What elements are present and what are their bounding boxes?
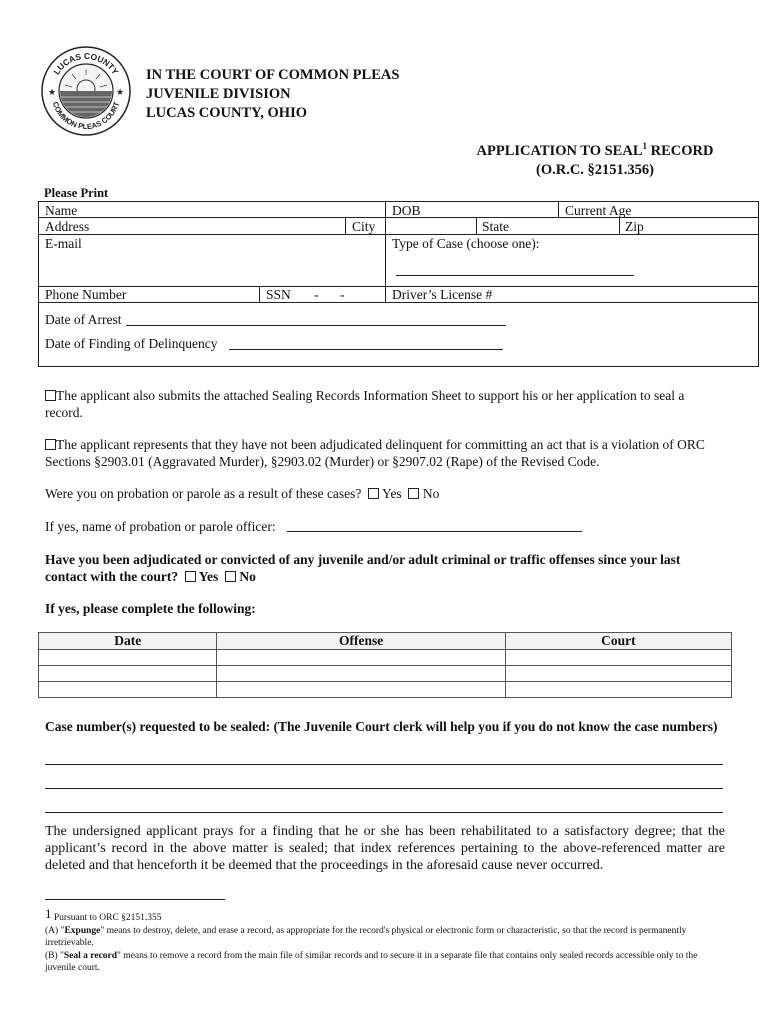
adjudicated-no-label: No: [239, 569, 256, 584]
date-of-finding-label: Date of Finding of Delinquency: [45, 336, 218, 351]
ssn-separator-1: -: [314, 287, 319, 302]
probation-no-label: No: [422, 486, 440, 501]
footnote-expunge: [45, 925, 725, 949]
current-age-label: Current Age: [565, 203, 632, 218]
probation-question-row: [45, 485, 715, 502]
footnote-mark: 1: [45, 906, 52, 921]
phone-label: Phone Number: [45, 287, 127, 302]
offense-table-header-court: Court: [505, 633, 731, 650]
city-label: City: [352, 219, 376, 234]
seal-top-text: LUCAS COUNTY: [51, 50, 121, 77]
footnote-b-prefix: (B) ": [45, 951, 64, 961]
header-line2: JUVENILE DIVISION: [146, 86, 291, 102]
adjudicated-yes-label: Yes: [198, 569, 219, 584]
header-line3: LUCAS COUNTY, OHIO: [146, 105, 308, 121]
probation-officer-line[interactable]: [287, 531, 582, 532]
address-label: Address: [45, 219, 90, 234]
adjudicated-question-row: [45, 551, 715, 585]
probation-yes-label: Yes: [382, 486, 402, 501]
probation-no-checkbox[interactable]: [408, 488, 419, 499]
name-label: Name: [45, 203, 78, 218]
footnote-divider: [45, 899, 225, 900]
probation-yes-checkbox[interactable]: [368, 488, 379, 499]
statement-not-adjudicated: [45, 436, 715, 470]
prayer-paragraph: The undersigned applicant prays for a finding that he or she has been rehabilitated to a satisfactory degree; that the applicant’s record in the above matter is sealed; that index references pertaining to the above-referenced matter are deleted and that henceforth it be deemed that the proceedings in the aforesaid cause never occurred.: [45, 824, 725, 873]
date-of-finding-line[interactable]: [229, 349, 503, 350]
title-footnote-mark: 1: [642, 141, 648, 151]
footnote-a-text: " means to destroy, delete, and erase a record, as appropriate for the record's physical or electronic form or characteristic, so that the record is permanently irretrievable.: [45, 926, 687, 948]
table-row: [39, 666, 732, 682]
probation-officer-row: [45, 518, 715, 535]
case-number-line-3[interactable]: [45, 812, 723, 813]
statement-sealing-info: [45, 387, 715, 421]
offense-table: [38, 632, 732, 698]
table-row: [39, 650, 732, 666]
statement1-text: The applicant also submits the attached Sealing Records Information Sheet to support his or her application to seal a record.: [45, 388, 685, 420]
adjudicated-question: Have you been adjudicated or convicted of any juvenile and/or adult criminal or traffic offenses since your last contact with the court?: [45, 552, 681, 584]
footnote-b-term: Seal a record: [63, 951, 118, 961]
applicant-info-box: [38, 201, 759, 367]
title-line2: (O.R.C. §2151.356): [535, 161, 654, 178]
footnote-a-term: Expunge: [64, 926, 101, 936]
statement1-checkbox[interactable]: [45, 390, 56, 401]
drivers-license-label: Driver’s License #: [392, 287, 493, 302]
zip-label: Zip: [625, 219, 644, 234]
seal-bottom-text: COMMON PLEAS COURT: [50, 100, 122, 132]
probation-question: Were you on probation or parole as a result of these cases?: [45, 486, 362, 501]
title-line1-end: RECORD: [647, 142, 714, 159]
dob-label: DOB: [392, 203, 421, 218]
title-line1: APPLICATION TO SEAL: [476, 142, 643, 159]
type-of-case-line[interactable]: [396, 275, 634, 276]
probation-officer-label: If yes, name of probation or parole officer:: [45, 519, 276, 534]
court-header: [146, 66, 399, 123]
offense-table-header-offense: Offense: [217, 633, 505, 650]
adjudicated-no-checkbox[interactable]: [225, 571, 236, 582]
statement2-text: The applicant represents that they have not been adjudicated delinquent for committing an act that is a violation of ORC Sections §2903.01 (Aggravated Murder), §2903.02 (Murder) or §2907.02 (Rape) of the Revised Code.: [45, 437, 705, 469]
date-of-arrest-label: Date of Arrest: [45, 312, 122, 327]
offense-table-header-date: Date: [39, 633, 217, 650]
please-print-label: Please Print: [44, 186, 109, 200]
adjudicated-yes-checkbox[interactable]: [185, 571, 196, 582]
complete-following-label: If yes, please complete the following:: [45, 601, 256, 616]
table-row: [39, 682, 732, 698]
footnote-intro: Pursuant to ORC §2151.355: [53, 913, 162, 923]
state-label: State: [482, 219, 509, 234]
case-number-line-1[interactable]: [45, 764, 723, 765]
email-label: E-mail: [45, 236, 82, 251]
footnote-b-text: " means to remove a record from the main file of similar records and to secure it in a separate file that contains only sealed records accessible only to the juvenile court.: [45, 951, 698, 973]
header-line1: IN THE COURT OF COMMON PLEAS: [146, 67, 400, 83]
footnote-seal-record: [45, 950, 725, 974]
svg-text:★: ★: [48, 87, 57, 97]
footnote-a-prefix: (A) ": [45, 926, 65, 936]
type-of-case-label: Type of Case (choose one):: [392, 236, 540, 251]
ssn-separator-2: -: [340, 287, 345, 302]
case-number-line-2[interactable]: [45, 788, 723, 789]
ssn-label: SSN: [266, 287, 291, 302]
case-numbers-label: Case number(s) requested to be sealed: (The Juvenile Court clerk will help you if you do not know the case numbers): [45, 719, 718, 734]
footnote-intro-row: [45, 908, 725, 924]
statement2-checkbox[interactable]: [45, 439, 56, 450]
form-title: [465, 137, 725, 180]
date-of-arrest-line[interactable]: [126, 325, 506, 326]
svg-text:★: ★: [116, 87, 125, 97]
county-seal-logo: [40, 45, 132, 137]
